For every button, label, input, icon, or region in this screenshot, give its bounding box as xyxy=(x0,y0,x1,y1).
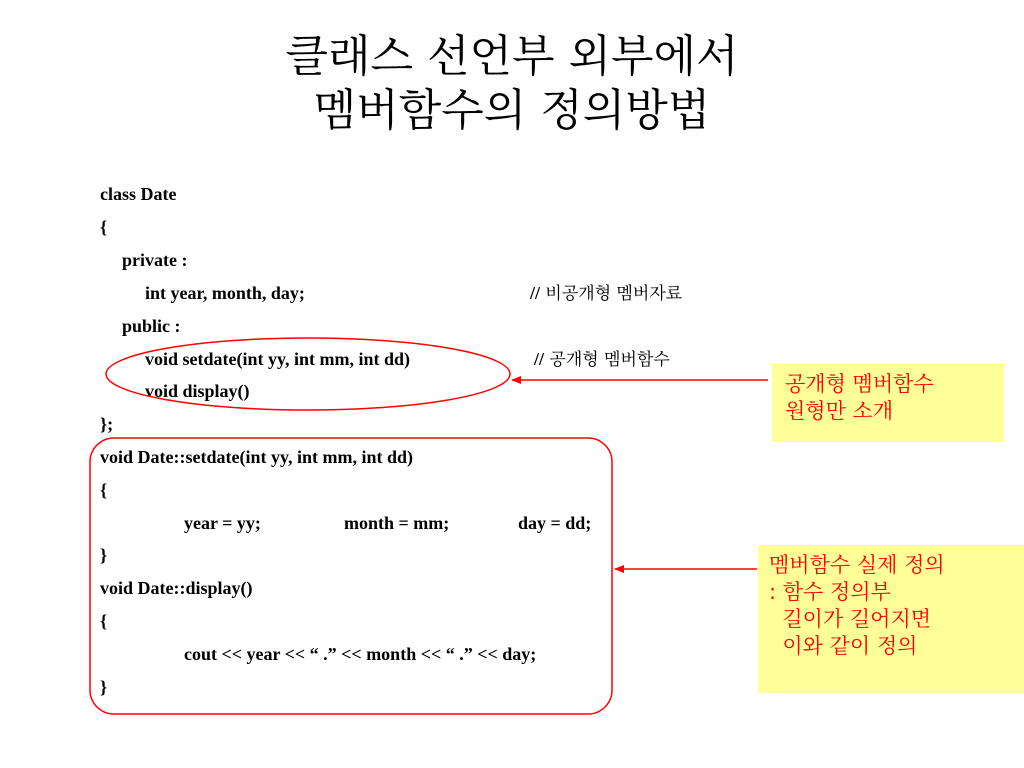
comment-slashes: // xyxy=(530,283,541,303)
prototype-callout xyxy=(772,364,1004,442)
code-line-setdate-close: } xyxy=(100,545,108,565)
code-line-setdate-def: void Date::setdate(int yy, int mm, int dd) xyxy=(100,447,413,467)
prototype-callout-line-2: 원형만 소개 xyxy=(785,399,894,423)
code-line-members: int year, month, day; xyxy=(145,283,305,303)
code-line-private: private : xyxy=(122,250,188,270)
prototype-highlight-ellipse xyxy=(106,338,510,410)
definition-callout-line-1: 멤버함수 실제 정의 xyxy=(769,553,945,577)
code-line-display-open: { xyxy=(100,611,108,631)
prototype-callout-line-1: 공개형 멤버함수 xyxy=(785,372,934,396)
code-line-assign-month: month = mm; xyxy=(344,513,450,533)
definition-callout-line-4: 이와 같이 정의 xyxy=(769,634,918,658)
code-line-setdate-open: { xyxy=(100,480,108,500)
code-line-display-proto: void display() xyxy=(145,381,250,401)
code-line-assign-day: day = dd; xyxy=(518,513,592,533)
comment-slashes: // xyxy=(534,349,545,369)
code-line-open-brace: { xyxy=(100,217,108,237)
code-line-class-decl: class Date xyxy=(100,184,177,204)
definition-highlight-box xyxy=(90,438,612,714)
code-line-cout: cout << year << “ .” << month << “ .” << day; xyxy=(184,644,537,664)
code-line-public: public : xyxy=(122,316,181,336)
slide-title-line-2: 멤버함수의 정의방법 xyxy=(313,85,711,136)
code-line-setdate-proto: void setdate(int yy, int mm, int dd) xyxy=(145,349,411,369)
comment-text: 비공개형 멤버자료 xyxy=(545,284,683,304)
definition-callout xyxy=(758,545,1024,693)
slide-title-line-1: 클래스 선언부 외부에서 xyxy=(285,31,739,82)
comment-text: 공개형 멤버함수 xyxy=(549,350,670,370)
code-line-assign-year: year = yy; xyxy=(184,513,261,533)
code-line-display-close: } xyxy=(100,677,108,697)
code-line-display-def: void Date::display() xyxy=(100,578,253,598)
definition-callout-line-2: : 함수 정의부 xyxy=(769,580,891,604)
definition-callout-line-3: 길이가 길어지면 xyxy=(769,607,932,631)
code-line-close-class: }; xyxy=(100,414,114,434)
